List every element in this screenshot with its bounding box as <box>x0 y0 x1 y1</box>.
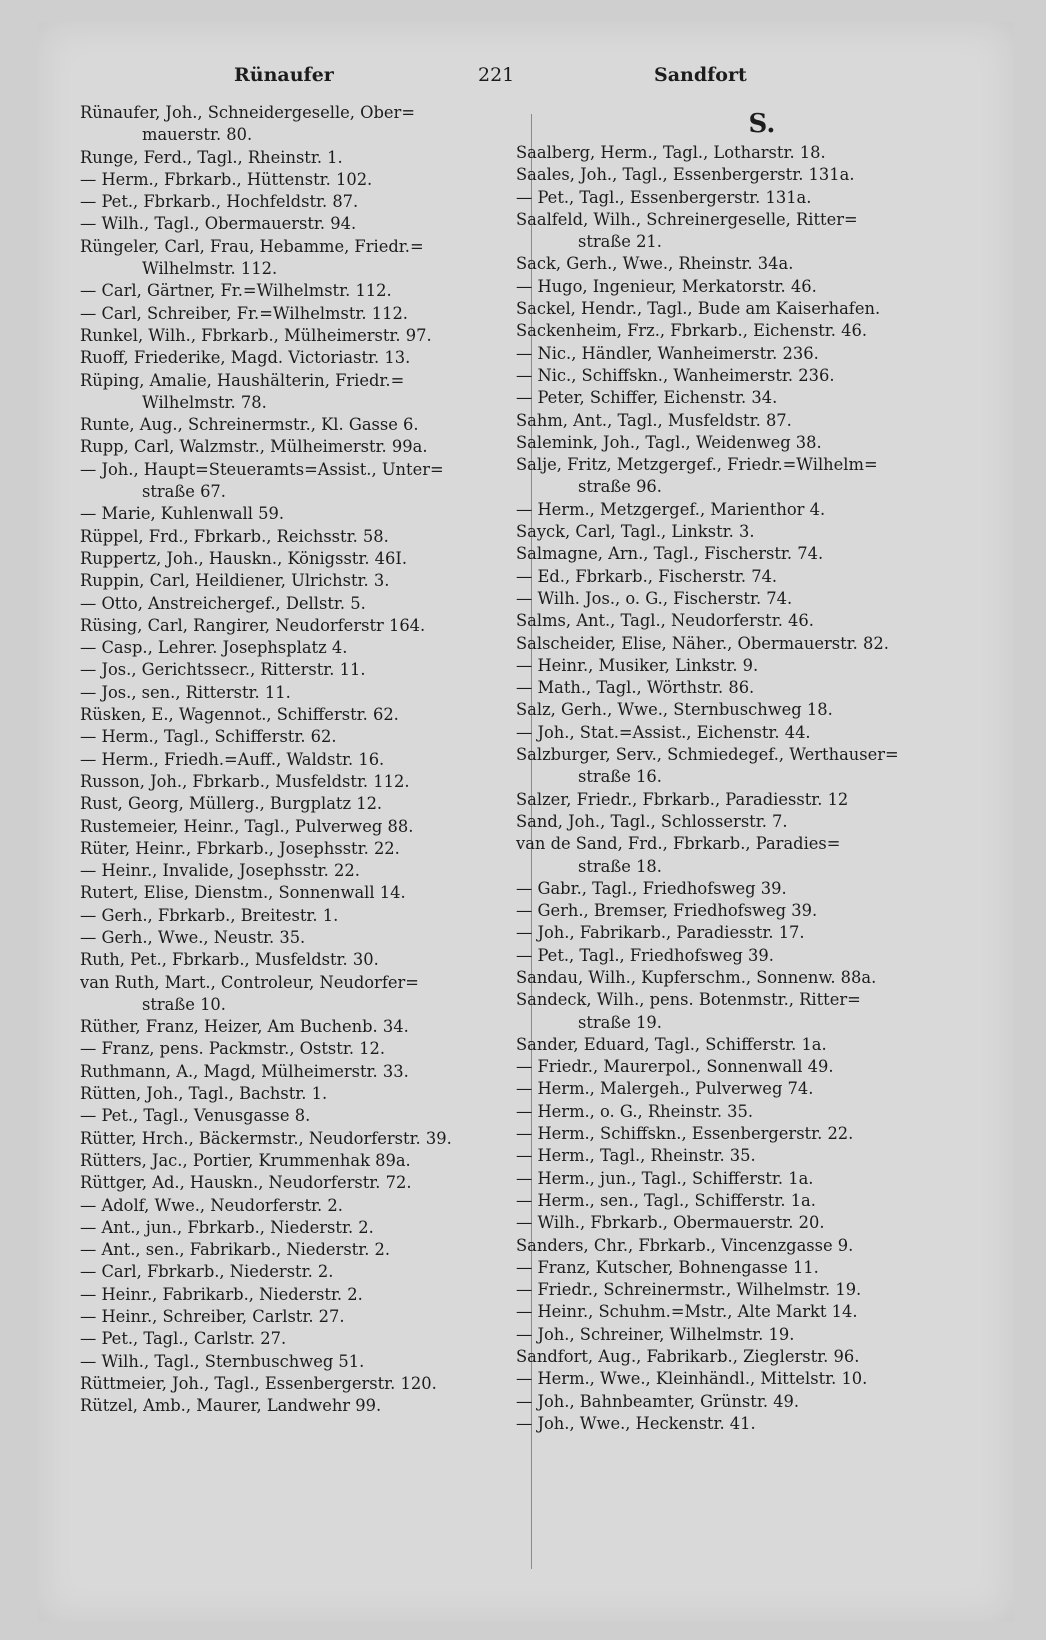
directory-entry: Russon, Joh., Fbrkarb., Musfeldstr. 112. <box>80 771 410 791</box>
directory-entry: — Herm., Malergeh., Pulverweg 74. <box>516 1079 814 1099</box>
directory-entry: Runte, Aug., Schreinermstr., Kl. Gasse 6. <box>80 415 419 435</box>
directory-entry: Rütter, Hrch., Bäckermstr., Neudorferstr. 39. <box>80 1128 452 1148</box>
directory-entry: — Pet., Fbrkarb., Hochfeldstr. 87. <box>80 192 359 212</box>
directory-entry: Sand, Joh., Tagl., Schlosserstr. 7. <box>516 811 788 831</box>
directory-entry: Rütters, Jac., Portier, Krummenhak 89a. <box>80 1150 411 1170</box>
directory-entry: — Joh., Fabrikarb., Paradiesstr. 17. <box>516 923 805 943</box>
directory-entry: straße 19. <box>578 1012 662 1032</box>
directory-entry: — Carl, Fbrkarb., Niederstr. 2. <box>80 1262 334 1282</box>
directory-entry: Rüppel, Frd., Fbrkarb., Reichsstr. 58. <box>80 526 389 546</box>
directory-entry: Rüther, Franz, Heizer, Am Buchenb. 34. <box>80 1017 409 1037</box>
directory-entry: Sanders, Chr., Fbrkarb., Vincenzgasse 9. <box>516 1235 854 1255</box>
directory-entry: Ruth, Pet., Fbrkarb., Musfeldstr. 30. <box>80 950 379 970</box>
directory-entry: Rustemeier, Heinr., Tagl., Pulverweg 88. <box>80 816 414 836</box>
directory-entry: — Pet., Tagl., Venusgasse 8. <box>80 1106 311 1126</box>
header-left-title: Rünaufer <box>234 64 334 86</box>
directory-entry: Rutert, Elise, Dienstm., Sonnenwall 14. <box>80 883 406 903</box>
directory-entry: Saales, Joh., Tagl., Essenbergerstr. 131a. <box>516 165 855 185</box>
directory-entry: Runge, Ferd., Tagl., Rheinstr. 1. <box>80 147 343 167</box>
directory-entry: — Math., Tagl., Wörthstr. 86. <box>516 678 755 698</box>
directory-entry: — Adolf, Wwe., Neudorferstr. 2. <box>80 1195 343 1215</box>
directory-entry: Salje, Fritz, Metzgergef., Friedr.=Wilhelm= <box>516 455 878 475</box>
directory-entry: Sayck, Carl, Tagl., Linkstr. 3. <box>516 522 755 542</box>
directory-entry: — Wilh., Fbrkarb., Obermauerstr. 20. <box>516 1213 825 1233</box>
directory-entry: — Ant., sen., Fabrikarb., Niederstr. 2. <box>80 1240 391 1260</box>
directory-entry: — Carl, Gärtner, Fr.=Wilhelmstr. 112. <box>80 281 392 301</box>
directory-entry: Runkel, Wilh., Fbrkarb., Mülheimerstr. 97. <box>80 325 432 345</box>
directory-entry: — Otto, Anstreichergef., Dellstr. 5. <box>80 593 366 613</box>
directory-entry: — Nic., Schiffskn., Wanheimerstr. 236. <box>516 365 835 385</box>
directory-entry: Sack, Gerh., Wwe., Rheinstr. 34a. <box>516 254 794 274</box>
header-right-title: Sandfort <box>654 64 747 86</box>
directory-entry: — Joh., Bahnbeamter, Grünstr. 49. <box>516 1391 800 1411</box>
directory-entry: — Heinr., Fabrikarb., Niederstr. 2. <box>80 1284 363 1304</box>
directory-entry: van de Sand, Frd., Fbrkarb., Paradies= <box>516 834 841 854</box>
directory-entry: Rütten, Joh., Tagl., Bachstr. 1. <box>80 1084 328 1104</box>
directory-entry: Ruppertz, Joh., Hauskn., Königsstr. 46I. <box>80 548 408 568</box>
directory-entry: — Heinr., Schreiber, Carlstr. 27. <box>80 1307 345 1327</box>
directory-entry: Rüsing, Carl, Rangirer, Neudorferstr 164. <box>80 615 426 635</box>
directory-entry: Ruthmann, A., Magd, Mülheimerstr. 33. <box>80 1061 409 1081</box>
directory-entry: — Pet., Tagl., Essenbergerstr. 131a. <box>516 187 812 207</box>
directory-entry: straße 67. <box>142 482 226 502</box>
directory-entry: — Herm., Tagl., Schifferstr. 62. <box>80 727 337 747</box>
directory-entry: Saalberg, Herm., Tagl., Lotharstr. 18. <box>516 143 826 162</box>
directory-entry: Rüngeler, Carl, Frau, Hebamme, Friedr.= <box>80 236 424 256</box>
directory-entry: Sackel, Hendr., Tagl., Bude am Kaiserhafen. <box>516 299 881 319</box>
directory-entry: straße 16. <box>578 767 662 787</box>
directory-entry: — Joh., Wwe., Heckenstr. 41. <box>516 1413 756 1433</box>
directory-entry: Sahm, Ant., Tagl., Musfeldstr. 87. <box>516 410 792 430</box>
directory-entry: Rünaufer, Joh., Schneidergeselle, Ober= <box>80 103 415 122</box>
directory-entry: — Herm., Metzgergef., Marienthor 4. <box>516 499 826 519</box>
directory-entry: — Gerh., Bremser, Friedhofsweg 39. <box>516 901 818 921</box>
directory-entry: Sandfort, Aug., Fabrikarb., Zieglerstr. 96. <box>516 1347 860 1367</box>
directory-entry: — Joh., Haupt=Steueramts=Assist., Unter= <box>80 459 444 479</box>
directory-entry: van Ruth, Mart., Controleur, Neudorfer= <box>80 972 419 992</box>
directory-entry: — Herm., Schiffskn., Essenbergerstr. 22. <box>516 1124 854 1144</box>
directory-entry: — Franz, pens. Packmstr., Oststr. 12. <box>80 1039 386 1059</box>
directory-entry: — Herm., Friedh.=Auff., Waldstr. 16. <box>80 749 385 769</box>
directory-entry: — Nic., Händler, Wanheimerstr. 236. <box>516 343 819 363</box>
directory-page <box>38 22 1014 1622</box>
directory-entry: Rüttmeier, Joh., Tagl., Essenbergerstr. 120. <box>80 1373 437 1393</box>
directory-entry: Ruppin, Carl, Heildiener, Ulrichstr. 3. <box>80 571 390 591</box>
directory-entry: Salemink, Joh., Tagl., Weidenweg 38. <box>516 432 822 452</box>
directory-entry: — Gabr., Tagl., Friedhofsweg 39. <box>516 878 787 898</box>
directory-entry: Rust, Georg, Müllerg., Burgplatz 12. <box>80 794 383 814</box>
directory-entry: Salmagne, Arn., Tagl., Fischerstr. 74. <box>516 544 824 564</box>
directory-entry: Rüter, Heinr., Fbrkarb., Josephsstr. 22. <box>80 838 400 858</box>
right-column <box>516 102 978 1435</box>
page-header <box>38 64 1014 104</box>
directory-entry: — Wilh., Tagl., Obermauerstr. 94. <box>80 214 357 234</box>
directory-entry: — Joh., Schreiner, Wilhelmstr. 19. <box>516 1324 795 1344</box>
directory-entry: — Heinr., Schuhm.=Mstr., Alte Markt 14. <box>516 1302 858 1322</box>
directory-entry: Sackenheim, Frz., Fbrkarb., Eichenstr. 46. <box>516 321 868 341</box>
directory-entry: — Peter, Schiffer, Eichenstr. 34. <box>516 388 778 408</box>
directory-entry: — Jos., sen., Ritterstr. 11. <box>80 682 291 702</box>
directory-entry: — Herm., jun., Tagl., Schifferstr. 1a. <box>516 1168 814 1188</box>
directory-entry: Salscheider, Elise, Näher., Obermauerstr. 82. <box>516 633 889 653</box>
directory-entry: Wilhelmstr. 78. <box>142 392 267 412</box>
directory-entry: Sander, Eduard, Tagl., Schifferstr. 1a. <box>516 1034 827 1054</box>
directory-entry: Salms, Ant., Tagl., Neudorferstr. 46. <box>516 611 814 631</box>
directory-entry: straße 18. <box>578 856 662 876</box>
directory-entry: — Friedr., Schreinermstr., Wilhelmstr. 19. <box>516 1280 862 1300</box>
directory-entry: Ruoff, Friederike, Magd. Victoriastr. 13. <box>80 348 411 368</box>
section-letter: S. <box>748 109 776 139</box>
directory-entry: Sandeck, Wilh., pens. Botenmstr., Ritter= <box>516 990 861 1010</box>
directory-entry: — Joh., Stat.=Assist., Eichenstr. 44. <box>516 722 811 742</box>
directory-entry: — Herm., Wwe., Kleinhändl., Mittelstr. 10. <box>516 1369 868 1389</box>
left-column <box>80 102 528 1418</box>
directory-entry: Rüttger, Ad., Hauskn., Neudorferstr. 72. <box>80 1173 412 1193</box>
directory-entry: — Ant., jun., Fbrkarb., Niederstr. 2. <box>80 1217 374 1237</box>
directory-entry: — Pet., Tagl., Carlstr. 27. <box>80 1329 287 1349</box>
directory-entry: straße 10. <box>142 994 226 1014</box>
directory-entry: Salzer, Friedr., Fbrkarb., Paradiesstr. 12 <box>516 789 849 809</box>
directory-entry: mauerstr. 80. <box>142 125 253 145</box>
directory-entry: — Wilh. Jos., o. G., Fischerstr. 74. <box>516 588 793 608</box>
directory-entry: — Wilh., Tagl., Sternbuschweg 51. <box>80 1351 365 1371</box>
directory-entry: — Friedr., Maurerpol., Sonnenwall 49. <box>516 1057 834 1077</box>
directory-entry: — Pet., Tagl., Friedhofsweg 39. <box>516 945 774 965</box>
directory-entry: Salzburger, Serv., Schmiedegef., Werthauser= <box>516 745 899 765</box>
directory-entry: — Herm., o. G., Rheinstr. 35. <box>516 1101 754 1121</box>
directory-entry: Rützel, Amb., Maurer, Landwehr 99. <box>80 1396 382 1416</box>
directory-entry: — Jos., Gerichtssecr., Ritterstr. 11. <box>80 660 366 680</box>
directory-entry: — Herm., Tagl., Rheinstr. 35. <box>516 1146 756 1166</box>
directory-entry: Rüsken, E., Wagennot., Schifferstr. 62. <box>80 705 399 725</box>
directory-entry: Saalfeld, Wilh., Schreinergeselle, Ritter= <box>516 209 858 229</box>
directory-entry: — Heinr., Musiker, Linkstr. 9. <box>516 655 759 675</box>
directory-entry: — Carl, Schreiber, Fr.=Wilhelmstr. 112. <box>80 303 408 323</box>
directory-entry: straße 21. <box>578 232 662 252</box>
directory-entry: straße 96. <box>578 477 662 497</box>
directory-entry: Sandau, Wilh., Kupferschm., Sonnenw. 88a. <box>516 967 877 987</box>
directory-entry: Rupp, Carl, Walzmstr., Mülheimerstr. 99a. <box>80 437 428 457</box>
directory-entry: — Gerh., Fbrkarb., Breitestr. 1. <box>80 905 339 925</box>
directory-entry: — Franz, Kutscher, Bohnengasse 11. <box>516 1257 819 1277</box>
directory-entry: Salz, Gerh., Wwe., Sternbuschweg 18. <box>516 700 833 720</box>
directory-entry: — Gerh., Wwe., Neustr. 35. <box>80 927 306 947</box>
directory-entry: Rüping, Amalie, Haushälterin, Friedr.= <box>80 370 405 390</box>
directory-entry: — Ed., Fbrkarb., Fischerstr. 74. <box>516 566 778 586</box>
page-number: 221 <box>478 64 515 86</box>
directory-entry: — Casp., Lehrer. Josephsplatz 4. <box>80 638 348 658</box>
directory-entry: — Herm., sen., Tagl., Schifferstr. 1a. <box>516 1190 816 1210</box>
directory-entry: — Herm., Fbrkarb., Hüttenstr. 102. <box>80 169 373 189</box>
directory-entry: — Heinr., Invalide, Josephsstr. 22. <box>80 861 360 881</box>
directory-entry: — Marie, Kuhlenwall 59. <box>80 504 285 524</box>
directory-entry: — Hugo, Ingenieur, Merkatorstr. 46. <box>516 276 817 296</box>
directory-entry: Wilhelmstr. 112. <box>142 259 278 279</box>
